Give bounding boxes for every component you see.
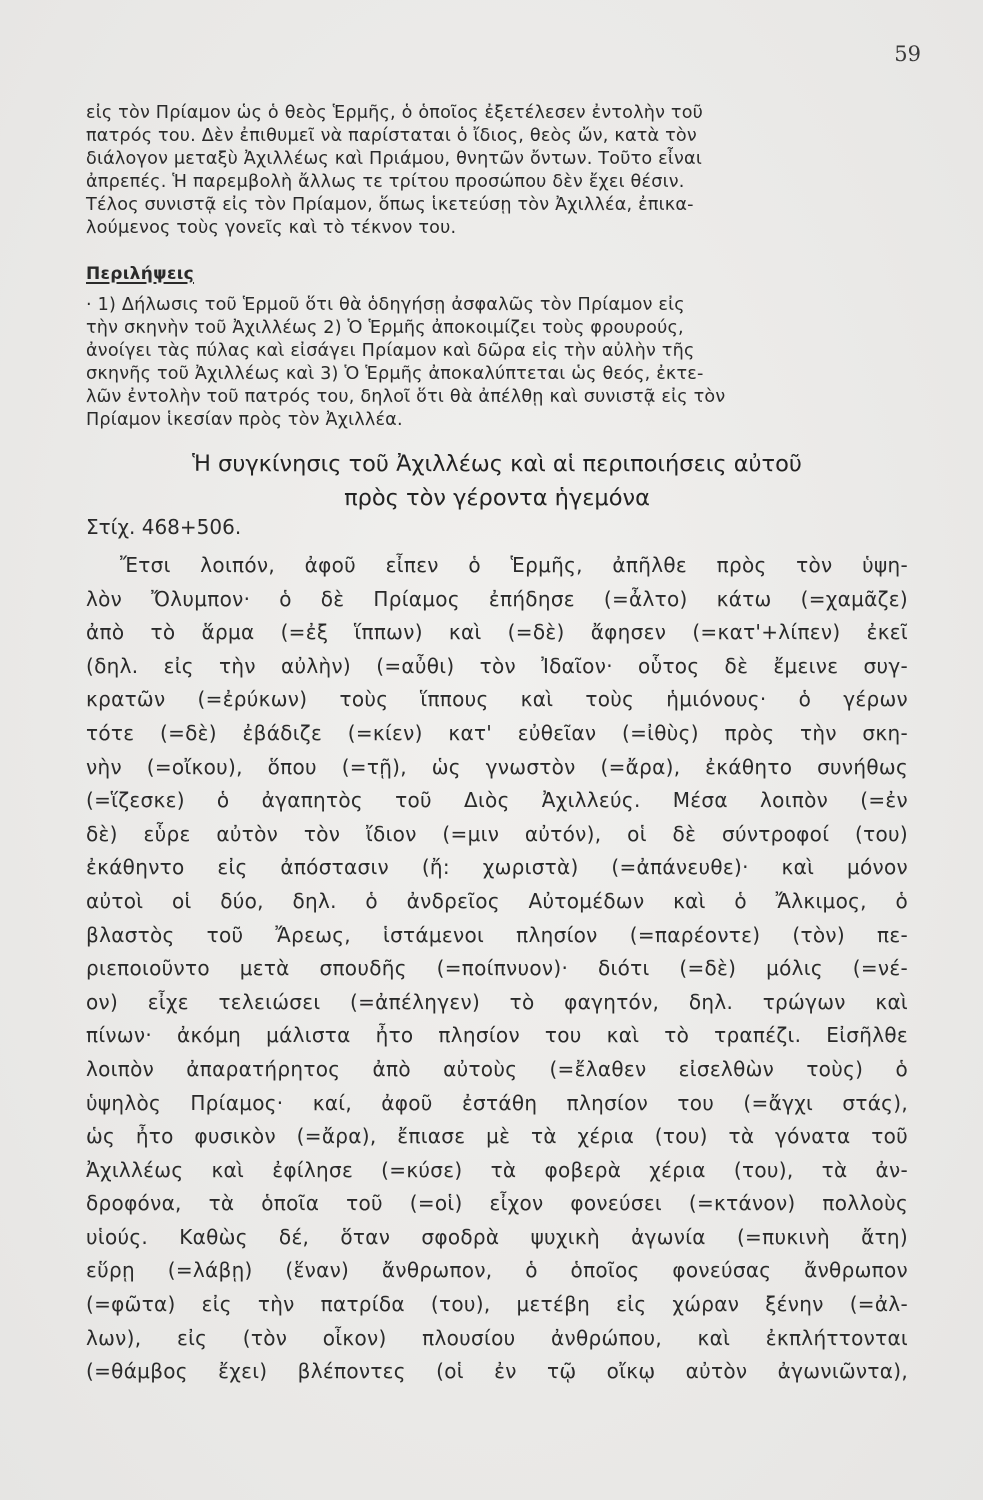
page-number: 59 xyxy=(894,42,921,66)
summary-heading: Περιλήψεις xyxy=(86,264,195,284)
text-line: Ἀχιλλέως καὶ ἐφίλησε (=κύσε) τὰ φοβερὰ χέρια (του), τὰ ἀν- xyxy=(86,1157,908,1182)
text-line: κρατῶν (=ἐρύκων) τοὺς ἵππους καὶ τοὺς ἡμιόνους· ὁ γέρων xyxy=(86,687,908,712)
section-title-line: πρὸς τὸν γέροντα ἡγεμόνα xyxy=(344,485,650,511)
text-line: βλαστὸς τοῦ Ἄρεως, ἱστάμενοι πλησίον (=παρέοντε) (τὸν) πε- xyxy=(86,922,908,947)
text-line: (=ἵζεσκε) ὁ ἀγαπητὸς τοῦ Διὸς Ἀχιλλεύς. Μέσα λοιπὸν (=ἐν xyxy=(86,788,908,813)
text-line: ον) εἶχε τελειώσει (=ἀπέληγεν) τὸ φαγητόν, δηλ. τρώγων καὶ xyxy=(86,989,908,1014)
text-line: αὐτοὶ οἱ δύο, δηλ. ὁ ἀνδρεῖος Αὐτομέδων καὶ ὁ Ἄλκιμος, ὁ xyxy=(86,888,908,913)
text-line: λῶν ἐντολὴν τοῦ πατρός του, δηλοῖ ὅτι θὰ ἀπέλθῃ καὶ συνιστᾷ εἰς τὸν xyxy=(86,387,726,407)
text-line: ὑψηλὸς Πρίαμος· καί, ἀφοῦ ἐστάθη πλησίον του (=ἄγχι στάς), xyxy=(86,1090,908,1115)
section-title xyxy=(86,447,908,515)
text-line: εἰς τὸν Πρίαμον ὡς ὁ θεὸς Ἑρμῆς, ὁ ὁποῖος ἐξετέλεσεν ἐντολὴν τοῦ xyxy=(86,103,704,123)
verse-range: Στίχ. 468+506. xyxy=(86,515,242,539)
text-line: διάλογον μεταξὺ Ἀχιλλέως καὶ Πριάμου, θνητῶν ὄντων. Τοῦτο εἶναι xyxy=(86,149,702,169)
text-line: λων), εἰς (τὸν οἶκον) πλουσίου ἀνθρώπου, καὶ ἐκπλήττονται xyxy=(86,1325,908,1350)
text-line: ἀπρεπές. Ἡ παρεμβολὴ ἄλλως τε τρίτου προσώπου δὲν ἔχει θέσιν. xyxy=(86,172,685,192)
text-line: ἀνοίγει τὰς πύλας καὶ εἰσάγει Πρίαμον καὶ δῶρα εἰς τὴν αὐλὴν τῆς xyxy=(86,341,695,361)
text-line: ἀπὸ τὸ ἅρμα (=ἐξ ἵππων) καὶ (=δὲ) ἄφησεν (=κατ'+λίπεν) ἐκεῖ xyxy=(86,620,908,645)
text-line: σκηνῆς τοῦ Ἀχιλλέως καὶ 3) Ὁ Ἑρμῆς ἀποκαλύπτεται ὡς θεός, ἐκτε- xyxy=(86,364,704,384)
text-line: ριεποιοῦντο μετὰ σπουδῆς (=ποίπνυον)· διότι (=δὲ) μόλις (=νέ- xyxy=(86,956,908,981)
text-line: (δηλ. εἰς τὴν αὐλὴν) (=αὖθι) τὸν Ἰδαῖον· οὗτος δὲ ἔμεινε συγ- xyxy=(86,653,908,678)
text-line: πίνων· ἀκόμη μάλιστα ἦτο πλησίον του καὶ τὸ τραπέζι. Εἰσῆλθε xyxy=(86,1023,908,1048)
section-title-line: Ἡ συγκίνησις τοῦ Ἀχιλλέως καὶ αἱ περιποιήσεις αὐτοῦ xyxy=(192,451,802,477)
text-line: (=θάμβος ἔχει) βλέποντες (οἱ ἐν τῷ οἴκῳ αὐτὸν ἀγωνιῶντα), xyxy=(86,1359,908,1384)
text-line: Τέλος συνιστᾷ εἰς τὸν Πρίαμον, ὅπως ἱκετεύσῃ τὸν Ἀχιλλέα, ἐπικα- xyxy=(86,195,694,215)
text-line: τὴν σκηνὴν τοῦ Ἀχιλλέως 2) Ὁ Ἑρμῆς ἀποκοιμίζει τοὺς φρουρούς, xyxy=(86,318,684,338)
text-line: λοιπὸν ἀπαρατήρητος ἀπὸ αὐτοὺς (=ἔλαθεν εἰσελθὼν τοὺς) ὁ xyxy=(86,1056,908,1081)
summary-paragraph xyxy=(86,294,908,432)
text-line: ἐκάθηντο εἰς ἀπόστασιν (ἤ: χωριστὰ) (=ἀπάνευθε)· καὶ μόνον xyxy=(86,855,908,880)
text-line: · 1) Δήλωσις τοῦ Ἑρμοῦ ὅτι θὰ ὁδηγήσῃ ἀσφαλῶς τὸν Πρίαμον εἰς xyxy=(86,295,685,315)
text-line: εὕρῃ (=λάβῃ) (ἕναν) ἄνθρωπον, ὁ ὁποῖος φονεύσας ἄνθρωπον xyxy=(86,1258,908,1283)
text-line: Πρίαμον ἱκεσίαν πρὸς τὸν Ἀχιλλέα. xyxy=(86,410,403,430)
text-line: Ἔτσι λοιπόν, ἀφοῦ εἶπεν ὁ Ἑρμῆς, ἀπῆλθε πρὸς τὸν ὑψη- xyxy=(120,553,908,577)
text-line: λὸν Ὄλυμπον· ὁ δὲ Πρίαμος ἐπήδησε (=ἆλτο) κάτω (=χαμᾶζε) xyxy=(86,586,908,611)
text-line: υἱούς. Καθὼς δέ, ὅταν σφοδρὰ ψυχικὴ ἀγωνία (=πυκινὴ ἄτη) xyxy=(86,1224,908,1249)
text-line: νὴν (=οἴκου), ὅπου (=τῇ), ὡς γνωστὸν (=ἄρα), ἐκάθητο συνήθως xyxy=(86,754,908,779)
text-line: (=φῶτα) εἰς τὴν πατρίδα (του), μετέβη εἰς χώραν ξένην (=ἀλ- xyxy=(86,1292,908,1317)
text-line: λούμενος τοὺς γονεῖς καὶ τὸ τέκνον του. xyxy=(86,218,457,238)
text-line: πατρός του. Δὲν ἐπιθυμεῖ νὰ παρίσταται ὁ ἴδιος, θεὸς ὤν, κατὰ τὸν xyxy=(86,126,697,146)
intro-paragraph xyxy=(86,102,908,240)
text-line: τότε (=δὲ) ἐβάδιζε (=κίεν) κατ' εὐθεῖαν (=ἰθὺς) πρὸς τὴν σκη- xyxy=(86,720,908,745)
text-line: ὡς ἦτο φυσικὸν (=ἄρα), ἔπιασε μὲ τὰ χέρια (του) τὰ γόνατα τοῦ xyxy=(86,1124,908,1149)
text-line: δὲ) εὗρε αὐτὸν τὸν ἴδιον (=μιν αὐτόν), οἱ δὲ σύντροφοί (του) xyxy=(86,821,908,846)
main-paragraph xyxy=(86,549,908,1389)
text-line: δροφόνα, τὰ ὁποῖα τοῦ (=οἱ) εἶχον φονεύσει (=κτάνον) πολλοὺς xyxy=(86,1191,908,1216)
